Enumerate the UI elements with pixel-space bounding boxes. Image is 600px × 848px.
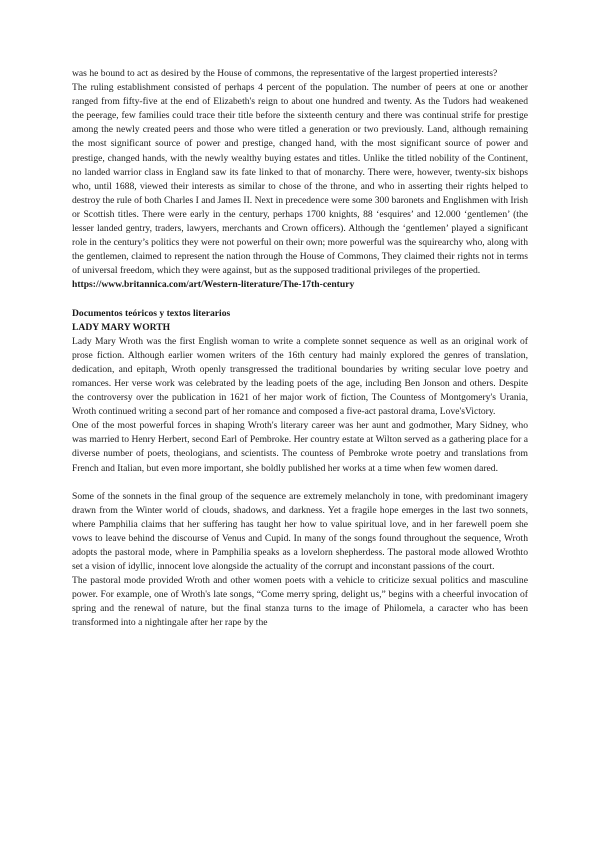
paragraph-mary-sidney: One of the most powerful forces in shaping Wroth's literary career was her aunt and godmother, Mary Sidney, who was married to Henry Herbert, second Earl of Pembroke. Her country estate at Wilton served as a gathering place for a diverse number of poets, theologians, and scientists. The countess of Pembroke wrote poetry and translations from French and Italian, but even more important, she boldly published her works at a time when few women dared. xyxy=(72,420,528,474)
spacer xyxy=(72,476,528,490)
author-heading: LADY MARY WORTH xyxy=(72,321,171,333)
section-title: Documentos teóricos y textos literarios xyxy=(72,307,231,319)
paragraph-ruling-establishment: The ruling establishment consisted of perhaps 4 percent of the population. The number of peers at one or another ranged from fifty-five at the end of Elizabeth's reign to about one hundred and twenty. As the Tudors had weakened the peerage, few families could trace their title before the sixteenth century and there was continual strife for prestige among the newly created peers and those who were titled a generation or two previously. Land, although remaining the most significant source of power and prestige, changed hand, with the most significant source of power and prestige, changed hands, with the newly wealthy buying estates and titles. Unlike the titled nobility of the Continent, no landed warrior class in England saw its fate linked to that of monarchy. There were, however, twenty-six bishops who, until 1688, viewed their interests as similar to chose of the throne, and who in asserting their rights helped to destroy the rule of both Charles I and James II. Next in precedence were some 300 baronets and Englishmen with Irish or Scottish titles. There were early in the century, perhaps 1700 knights, 88 ‘esquires’ and 12.000 ‘gentlemen’ (the lesser landed gentry, traders, lawyers, merchants and Crown officers). Although the ‘gentlemen’ played a significant role in the century’s politics they were not powerful on their own; more powerful was the squirearchy who, along with the gentlemen, claimed to represent the nation through the House of Commons, They claimed their rights not in terms of universal freedom, which they were against, but as the supposed traditional privileges of the propertied. xyxy=(72,82,528,277)
paragraph-sonnets: Some of the sonnets in the final group of the sequence are extremely melancholy in tone, with predominant imagery drawn from the Winter world of clouds, shadows, and darkness. Yet a fragile hope emerges in the last two sonnets, where Pamphilia claims that her suffering has taught her how to value spiritual love, and in her farewell poem she vows to leave behind the discourse of Venus and Cupid. In many of the songs found throughout the sequence, Wroth adopts the pastoral mode, where in Pamphilia speaks as a lovelorn shepherdess. The pastoral mode allowed Wrothto set a vision of idyllic, innocent love alongside the actuality of the corrupt and inconstant passions of the court. xyxy=(72,490,528,573)
paragraph-intro-continuation: was he bound to act as desired by the House of commons, the representative of the largest propertied interests? xyxy=(72,68,498,79)
paragraph-pastoral-mode: The pastoral mode provided Wroth and other women poets with a vehicle to criticize sexual politics and masculine power. For example, one of Wroth's late songs, “Come merry spring, delight us,” begins with a cheerful invocation of spring and the renewal of nature, but the final stanza turns to the image of Philomela, a caracter who has been transformed into a nightingale after her rape by the xyxy=(72,575,528,629)
source-link[interactable]: https://www.britannica.com/art/Western-literature/The-17th-century xyxy=(72,279,355,291)
spacer xyxy=(72,293,528,307)
paragraph-wroth-intro: Lady Mary Wroth was the first English woman to write a complete sonnet sequence as well as an original work of prose fiction. Although earlier women writers of the 16th century had mainly explored the genres of translation, dedication, and epitaph, Wroth openly transgressed the traditional boundaries by writing secular love poetry and romances. Her verse work was celebrated by the leading poets of the age, including Ben Jonson and others. Despite the controversy over the publication in 1621 of her major work of fiction, The Countess of Montgomery's Urania, Wroth continued writing a second part of her romance and composed a five-act pastoral drama, Love'sVictory. xyxy=(72,335,528,418)
document-page xyxy=(72,67,528,631)
